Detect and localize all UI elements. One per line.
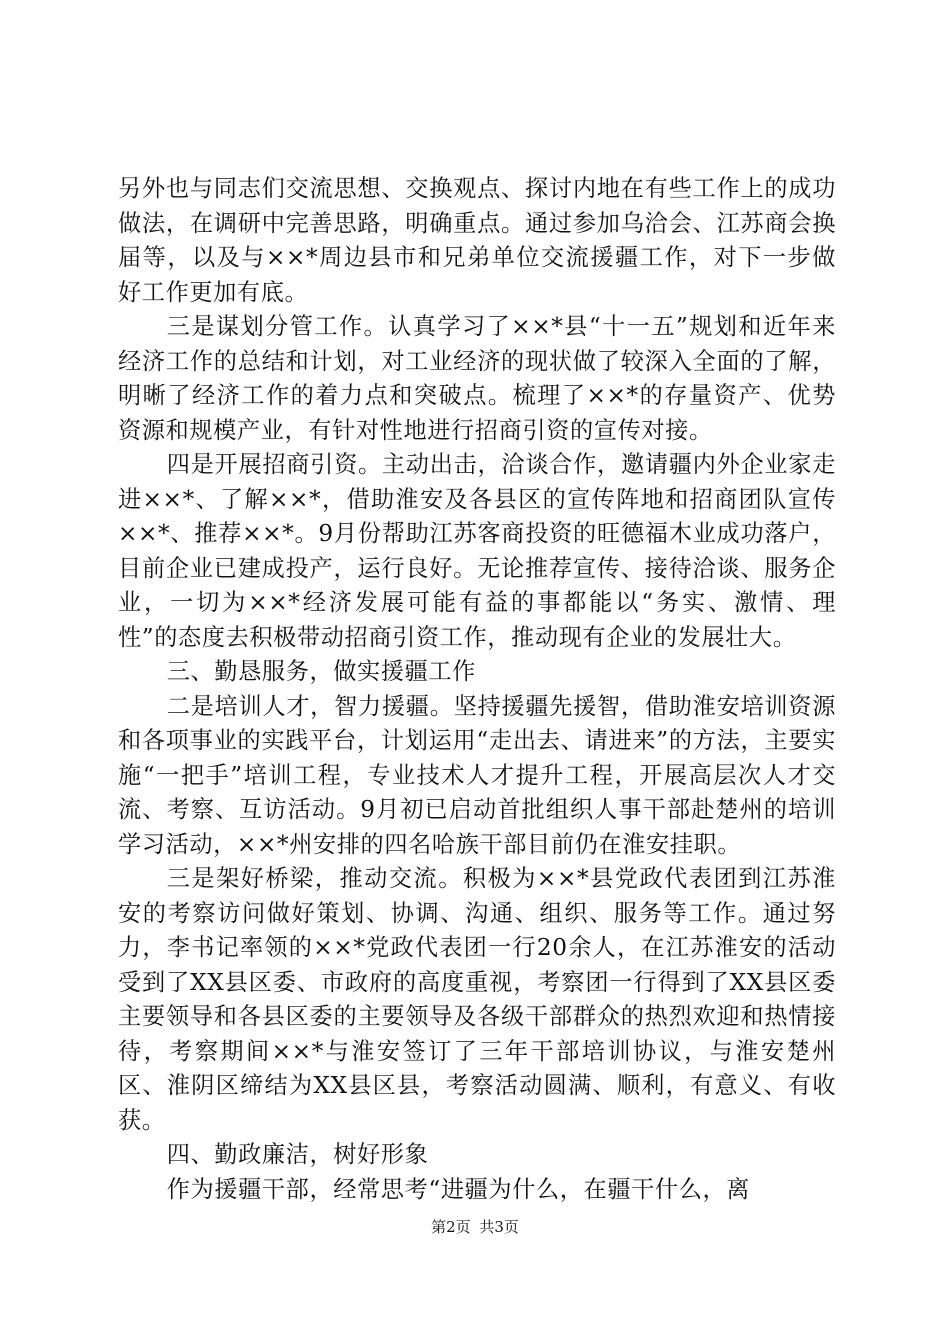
paragraph-4: 二是培训人才，智力援疆。坚持援疆先援智，借助淮安培训资源和各项事业的实践平台，计划运用“走出去、请进来”的方法，主要实施“一把手”培训工程，专业技术人才提升工程，开展高层次人才交流、考察、互访活动。9月初已启动首批组织人事干部赴楚州的培训学习活动，××*州安排的四名哈族干部目前仍在淮安挂职。	[118, 692, 836, 858]
paragraph-5: 三是架好桥梁，推动交流。积极为××*县党政代表团到江苏淮安的考察访问做好策划、协调、沟通、组织、服务等工作。通过努力，李书记率领的××*党政代表团一行20余人，在江苏淮安的活动受到了XX县区委、市政府的高度重视，考察团一行得到了XX县区委主要领导和各县区委的主要领导及各级干部群众的热烈欢迎和热情接待，考察期间××*与淮安签订了三年干部培训协议，与淮安楚州区、淮阴区缔结为XX县区县，考察活动圆满、顺利，有意义、有收获。	[118, 865, 836, 1134]
paragraph-3: 四是开展招商引资。主动出击，洽谈合作，邀请疆内外企业家走进××*、了解××*，借助淮安及各县区的宣传阵地和招商团队宣传××*、推荐××*。9月份帮助江苏客商投资的旺德福木业成功落户，目前企业已建成投产，运行良好。无论推荐宣传、接待洽谈、服务企业，一切为××*经济发展可能有益的事都能以“务实、激情、理性”的态度去积极带动招商引资工作，推动现有企业的发展壮大。	[118, 451, 836, 651]
section-heading-4: 四、勤政廉洁，树好形象	[166, 1141, 429, 1168]
section-heading-3: 三、勤恳服务，做实援疆工作	[166, 658, 476, 685]
page-number: 第2页	[431, 1218, 471, 1236]
paragraph-6: 作为援疆干部，经常思考“进疆为什么，在疆干什么，离	[166, 1175, 751, 1203]
paragraph-1: 另外也与同志们交流思想、交换观点、探讨内地在有些工作上的成功做法，在调研中完善思路，明确重点。通过参加乌洽会、江苏商会换届等，以及与××*周边县市和兄弟单位交流援疆工作，对下一步做好工作更加有底。	[118, 175, 836, 306]
page-total: 共3页	[479, 1218, 519, 1236]
document-body	[118, 172, 836, 1207]
page-footer	[0, 1216, 950, 1237]
paragraph-2: 三是谋划分管工作。认真学习了××*县“十一五”规划和近年来经济工作的总结和计划，对工业经济的现状做了较深入全面的了解，明晰了经济工作的着力点和突破点。梳理了××*的存量资产、优势资源和规模产业，有针对性地进行招商引资的宣传对接。	[118, 313, 836, 444]
